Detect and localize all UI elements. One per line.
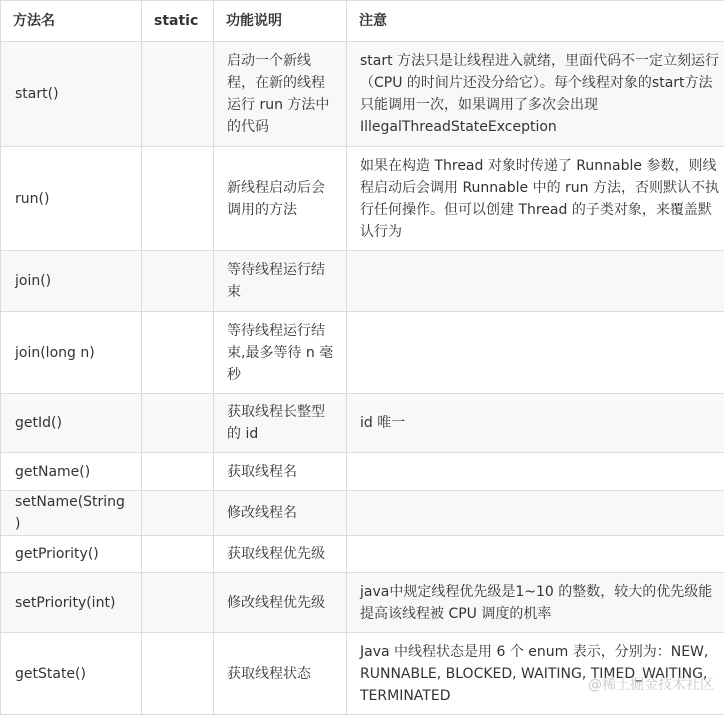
cell-note <box>347 491 724 536</box>
cell-method: getState() <box>1 633 142 715</box>
cell-method: join(long n) <box>1 312 142 394</box>
header-method: 方法名 <box>1 1 142 42</box>
cell-note <box>347 251 724 312</box>
cell-note <box>347 453 724 491</box>
cell-static <box>142 42 214 147</box>
cell-method: getName() <box>1 453 142 491</box>
cell-description: 等待线程运行结束,最多等待 n 毫秒 <box>214 312 347 394</box>
cell-description: 获取线程状态 <box>214 633 347 715</box>
cell-note <box>347 312 724 394</box>
cell-static <box>142 536 214 573</box>
cell-static <box>142 394 214 453</box>
table-row <box>1 394 724 453</box>
cell-static <box>142 573 214 633</box>
cell-method: setName(String) <box>1 491 142 536</box>
cell-method: getId() <box>1 394 142 453</box>
table-header-row <box>1 1 724 42</box>
cell-static <box>142 453 214 491</box>
cell-description: 获取线程优先级 <box>214 536 347 573</box>
cell-description: 修改线程名 <box>214 491 347 536</box>
cell-description: 等待线程运行结束 <box>214 251 347 312</box>
cell-note: java中规定线程优先级是1~10 的整数，较大的优先级能提高该线程被 CPU 调度的机率 <box>347 573 724 633</box>
cell-note <box>347 536 724 573</box>
header-description: 功能说明 <box>214 1 347 42</box>
cell-method: run() <box>1 147 142 251</box>
cell-description: 修改线程优先级 <box>214 573 347 633</box>
cell-method: start() <box>1 42 142 147</box>
header-note: 注意 <box>347 1 724 42</box>
cell-static <box>142 251 214 312</box>
table-row <box>1 453 724 491</box>
watermark: @稀土掘金技术社区 <box>588 674 714 694</box>
table-row <box>1 573 724 633</box>
cell-description: 新线程启动后会调用的方法 <box>214 147 347 251</box>
table-row <box>1 312 724 394</box>
cell-note: start 方法只是让线程进入就绪，里面代码不一定立刻运行（CPU 的时间片还没分给它）。每个线程对象的start方法只能调用一次，如果调用了多次会出现 IllegalThreadStateException <box>347 42 724 147</box>
cell-method: join() <box>1 251 142 312</box>
table-row <box>1 536 724 573</box>
table-row <box>1 42 724 147</box>
cell-static <box>142 312 214 394</box>
cell-static <box>142 147 214 251</box>
cell-note: Java 中线程状态是用 6 个 enum 表示，分别为：NEW, RUNNABLE, BLOCKED, WAITING, TIMED_WAITING, TERMINATED <box>347 633 724 715</box>
cell-description: 启动一个新线程，在新的线程运行 run 方法中的代码 <box>214 42 347 147</box>
table-row <box>1 251 724 312</box>
cell-description: 获取线程长整型的 id <box>214 394 347 453</box>
cell-note: 如果在构造 Thread 对象时传递了 Runnable 参数，则线程启动后会调用 Runnable 中的 run 方法，否则默认不执行任何操作。但可以创建 Thread 的子类对象，来覆盖默认行为 <box>347 147 724 251</box>
table-row <box>1 147 724 251</box>
cell-static <box>142 491 214 536</box>
cell-method: getPriority() <box>1 536 142 573</box>
table-row <box>1 491 724 536</box>
cell-description: 获取线程名 <box>214 453 347 491</box>
header-static: static <box>142 1 214 42</box>
cell-static <box>142 633 214 715</box>
cell-note: id 唯一 <box>347 394 724 453</box>
cell-method: setPriority(int) <box>1 573 142 633</box>
